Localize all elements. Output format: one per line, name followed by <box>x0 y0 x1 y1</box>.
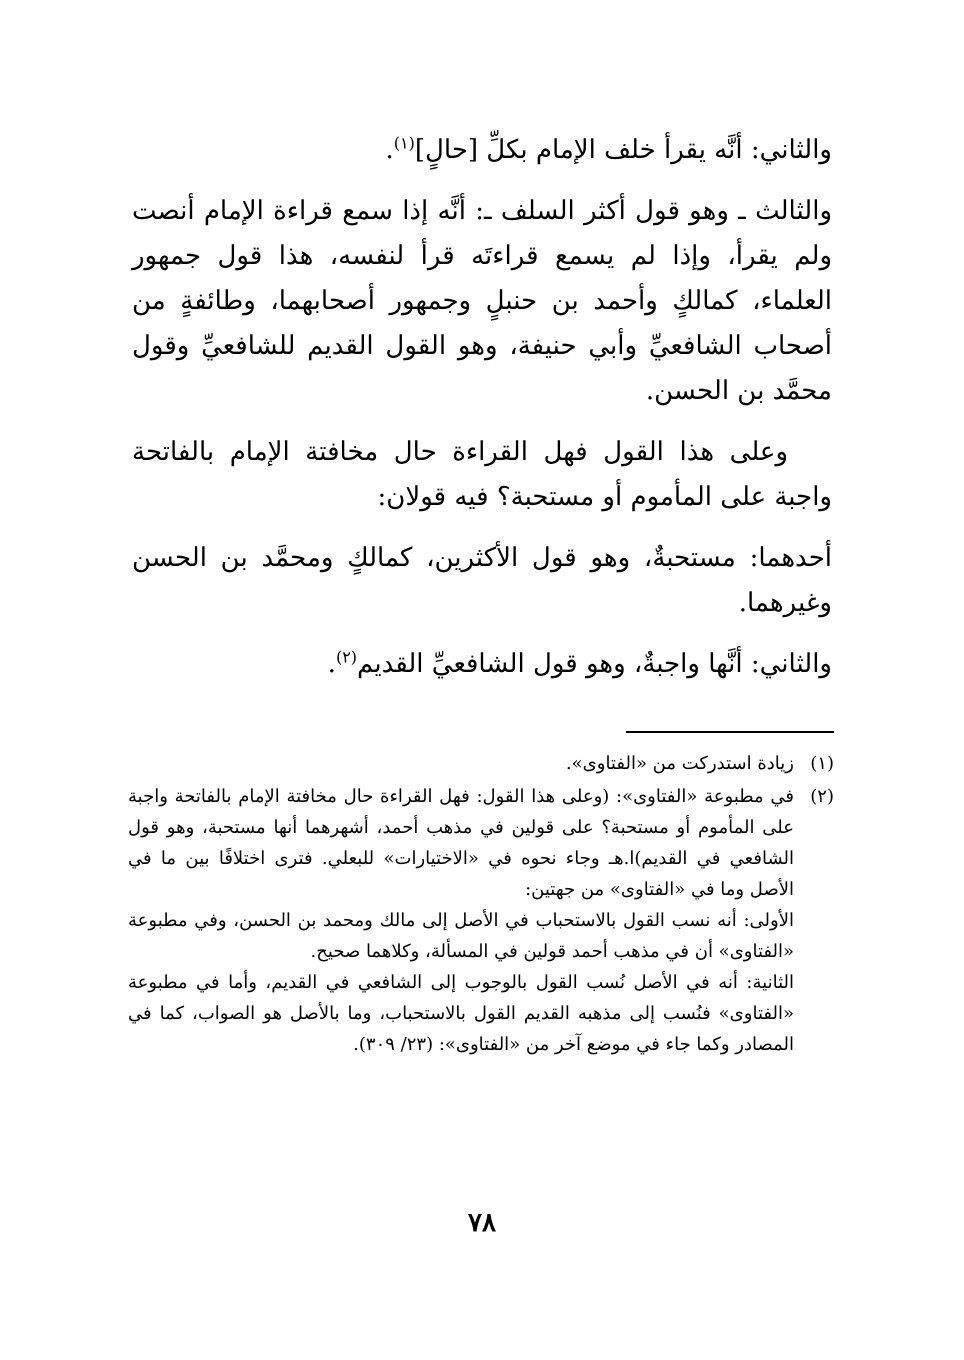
footnote-1 <box>128 748 834 779</box>
footnote-number: (١) <box>810 753 834 774</box>
footnote-number: (٢) <box>810 786 834 807</box>
footnote-text: زيادة استدركت من «الفتاوى». <box>565 753 794 774</box>
paragraph-third-view: والثالث ـ وهو قول أكثر السلف ـ: أنَّه إذا سمع قراءة الإمام أنصت ولم يقرأ، وإذا لم يسمع قراءتَه قرأ لنفسه، هذا قول جمهور العلماء، كمالكٍ وأحمد بن حنبلٍ وجمهور أصحابهما، وطائفةٍ من أصحاب الشافعيِّ وأبي حنيفة، وهو القول القديم للشافعيِّ وقول محمَّد بن الحسن. <box>132 196 832 406</box>
paragraph-question: وعلى هذا القول فهل القراءة حال مخافتة الإمام بالفاتحة واجبة على المأموم أو مستحبة؟ فيه قولان: <box>132 437 832 512</box>
footnote-text: الأولى: أنه نسب القول بالاستحباب في الأصل إلى مالك ومحمد بن الحسن، وفي مطبوعة «الفتاوى» أن في مذهب أحمد قولين في المسألة، وكلاهما صحيح. <box>128 910 794 962</box>
footnote-2 <box>128 781 834 1060</box>
footnote-text: في مطبوعة «الفتاوى»: (وعلى هذا القول: فهل القراءة حال مخافتة الإمام بالفاتحة واجبة على المأموم أو مستحبة؟ على قولين في مذهب أحمد، أشهرهما أنها مستحبة، وهو قول الشافعي في القديم)ا.هـ وجاء نحوه في «الاختيارات» للبعلي. فترى اختلافًا بين ما في الأصل وما في «الفتاوى» من جهتين: <box>128 786 794 900</box>
footnote-ref-2[interactable]: (٢) <box>335 647 358 667</box>
paragraph-second-opinion: والثاني: أنَّها واجبةٌ، وهو قول الشافعيِّ القديم$^{(٢)}$. <box>327 647 832 679</box>
footnotes <box>128 748 834 1062</box>
page-number: ٧٨ <box>468 1208 496 1238</box>
footnote-body <box>128 781 794 1060</box>
paragraph-second-view: والثاني: أنَّه يقرأ خلف الإمام بكلِّ [حالٍ]$^{(١)}$. <box>385 133 832 165</box>
footnote-ref-1[interactable]: (١) <box>393 133 415 153</box>
footnote-body <box>128 748 794 779</box>
footnote-text: الثانية: أنه في الأصل نُسب القول بالوجوب إلى الشافعي في القديم، وأما في مطبوعة «الفتاوى» فنُسب إلى مذهبه القديم القول بالاستحباب، وما بالأصل هو الصواب، كما في المصادر وكما جاء في موضع آخر من «الفتاوى»: (٢٣/ ٣٠٩). <box>128 972 794 1055</box>
main-text <box>132 128 832 703</box>
footnote-separator <box>626 731 834 733</box>
paragraph-first-opinion: أحدهما: مستحبةٌ، وهو قول الأكثرين، كمالكٍ ومحمَّد بن الحسن وغيرهما. <box>132 543 832 618</box>
